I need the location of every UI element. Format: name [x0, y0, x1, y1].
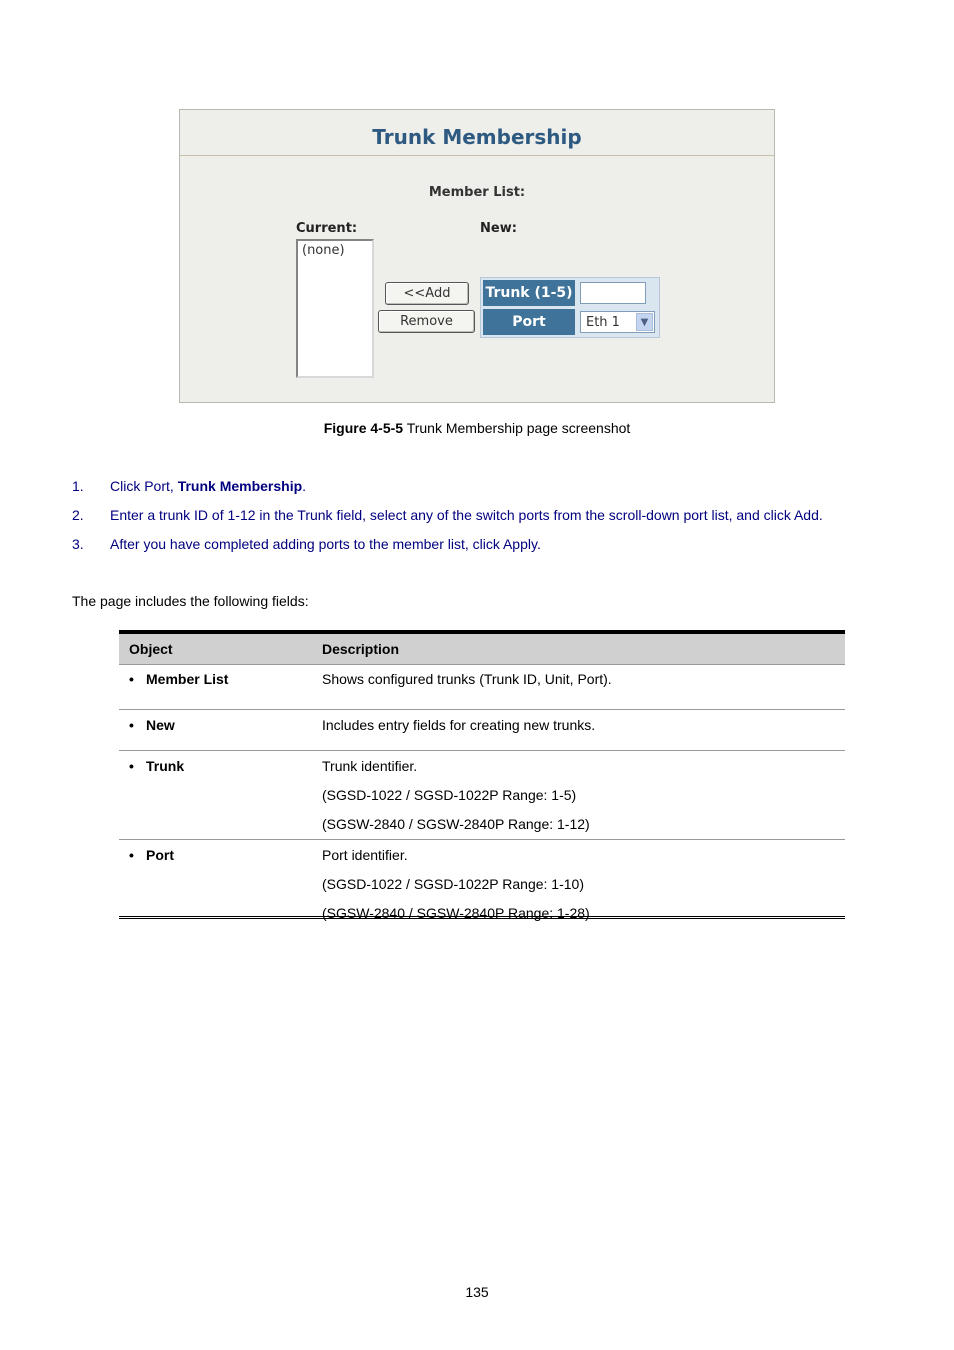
description-line: Trunk identifier.: [322, 758, 418, 774]
list-item: [72, 507, 862, 536]
port-select[interactable]: [580, 311, 655, 333]
list-item: [72, 478, 862, 507]
member-list-label: Member List:: [428, 185, 526, 200]
step-text: [110, 478, 306, 495]
description-line: Includes entry fields for creating new trunks.: [322, 717, 596, 733]
trunk-membership-screenshot: [179, 109, 775, 403]
screenshot-title: Trunk Membership: [180, 110, 774, 156]
description-line: (SGSD-1022 / SGSD-1022P Range: 1-10): [322, 876, 584, 892]
new-trunk-form: [480, 277, 660, 338]
description-cell: [312, 751, 845, 840]
object-cell: [119, 751, 312, 840]
table-header-row: [119, 632, 845, 665]
instruction-steps: [72, 478, 862, 565]
intro-text: The page includes the following fields:: [72, 593, 309, 609]
add-button[interactable]: <<Add: [385, 282, 469, 305]
figure-label: Figure 4-5-5: [323, 420, 404, 436]
step-text-post: .: [302, 478, 307, 494]
description-line: Shows configured trunks (Trunk ID, Unit, Port).: [322, 671, 612, 687]
list-item[interactable]: (none): [302, 243, 345, 258]
description-line: (SGSW-2840 / SGSW-2840P Range: 1-28): [322, 905, 590, 921]
description-line: (SGSW-2840 / SGSW-2840P Range: 1-12): [322, 816, 590, 832]
object-name: Member List: [146, 671, 229, 687]
description-line: (SGSD-1022 / SGSD-1022P Range: 1-5): [322, 787, 577, 803]
description-line: Port identifier.: [322, 847, 408, 863]
bullet-icon: •: [129, 758, 134, 774]
fields-table: [119, 630, 845, 928]
trunk-id-input[interactable]: [580, 282, 646, 304]
step-text: After you have completed adding ports to the member list, click Apply.: [110, 536, 541, 552]
object-cell: [119, 840, 312, 929]
step-number: 1.: [72, 478, 84, 494]
figure-text: Trunk Membership page screenshot: [403, 420, 631, 436]
description-cell: [312, 840, 845, 929]
page-number: 135: [465, 1284, 489, 1300]
trunk-membership-link-text: Trunk Membership: [177, 478, 303, 494]
step-number: 2.: [72, 507, 84, 523]
object-name: New: [146, 717, 175, 733]
table-row: [119, 710, 845, 751]
table-row: [119, 840, 845, 929]
column-header-description: Description: [312, 632, 845, 665]
description-cell: [312, 710, 845, 751]
trunk-field-label: Trunk (1-5): [483, 280, 575, 306]
step-text: Enter a trunk ID of 1-12 in the Trunk field, select any of the switch ports from the scroll-down port list, and click Add.: [110, 507, 823, 523]
list-item: [72, 536, 862, 565]
object-name: Trunk: [146, 758, 185, 774]
bullet-icon: •: [129, 671, 134, 687]
step-number: 3.: [72, 536, 84, 552]
port-field-label: Port: [483, 309, 575, 335]
current-members-listbox[interactable]: [296, 239, 374, 378]
port-select-value: Eth 1: [586, 315, 620, 330]
object-name: Port: [146, 847, 174, 863]
object-cell: [119, 710, 312, 751]
figure-caption: [0, 420, 954, 436]
object-cell: [119, 665, 312, 710]
chevron-down-icon[interactable]: ▼: [636, 313, 653, 331]
column-header-object: Object: [119, 632, 312, 665]
table-bottom-rule: [119, 916, 845, 919]
step-text-pre: Click Port,: [110, 478, 178, 494]
bullet-icon: •: [129, 847, 134, 863]
table-row: [119, 665, 845, 710]
table-row: [119, 751, 845, 840]
new-label: New:: [480, 221, 517, 236]
remove-button[interactable]: Remove: [378, 310, 475, 333]
bullet-icon: •: [129, 717, 134, 733]
current-label: Current:: [296, 221, 358, 236]
description-cell: [312, 665, 845, 710]
